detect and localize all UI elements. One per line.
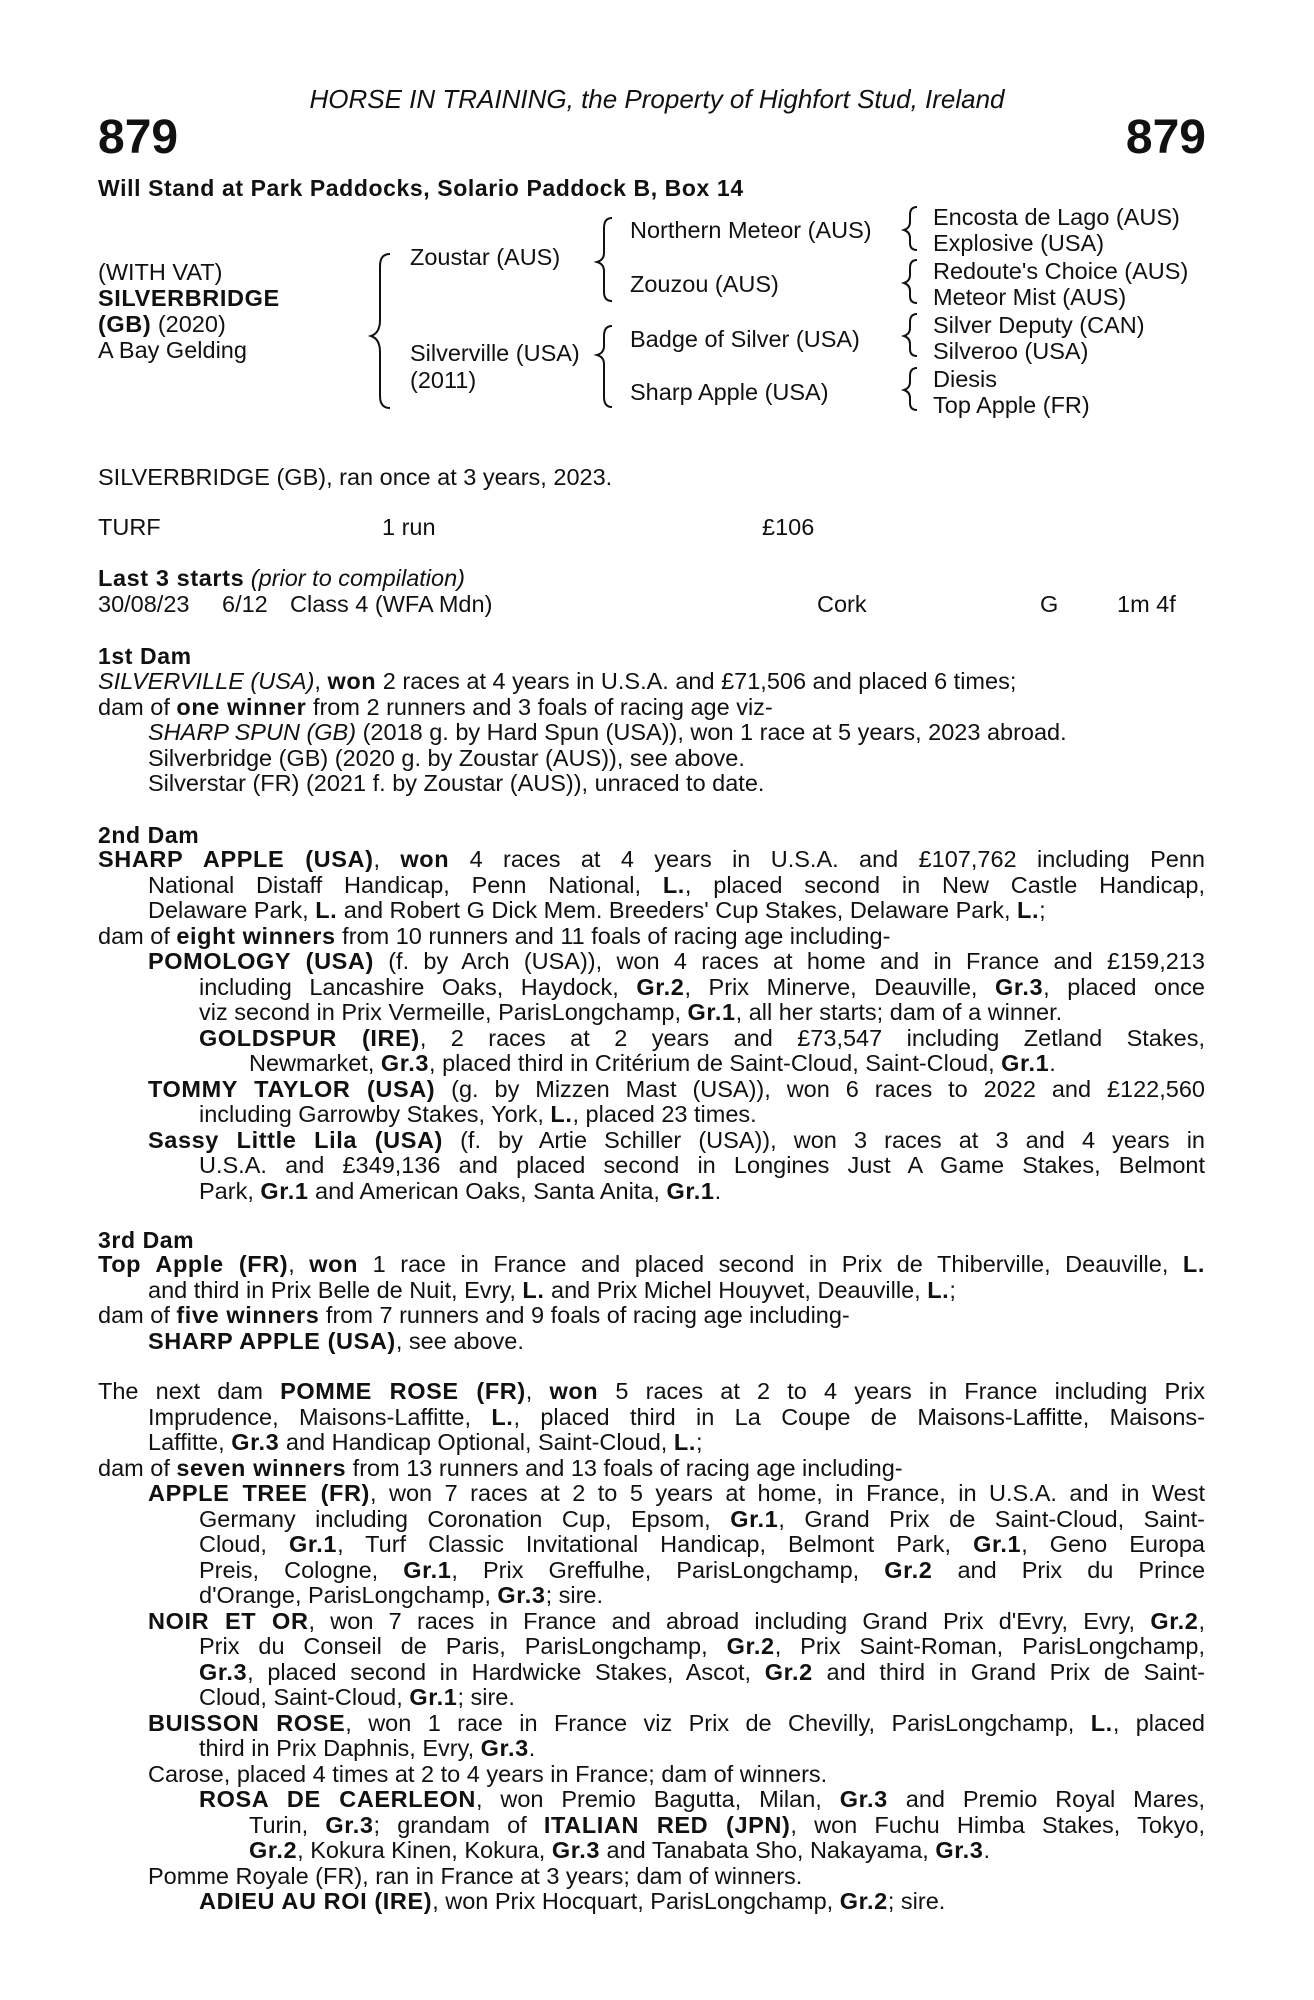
- text-line: [98, 1685, 1205, 1711]
- text-span: from 13 runners and 13 foals of racing age including-: [346, 1454, 903, 1481]
- text-span: ;: [695, 1429, 703, 1455]
- record-prize: £106: [762, 514, 815, 540]
- pedigree-g3-4: Meteor Mist (AUS): [933, 284, 1127, 310]
- text-span: Gr.1: [260, 1177, 309, 1204]
- text-span: Gr.1: [730, 1505, 779, 1532]
- lot-number-left: 879: [98, 111, 179, 164]
- text-span: L.: [662, 871, 685, 898]
- text-span: , won Prix Hocquart, ParisLongchamp,: [432, 1888, 840, 1914]
- text-span: Gr.1: [288, 1531, 338, 1557]
- text-span: and Tanabata Sho, Nakayama,: [600, 1837, 936, 1863]
- text-line: [98, 1456, 1205, 1482]
- text-line: [98, 1051, 1205, 1077]
- text-span: Gr.3: [839, 1786, 888, 1812]
- text-span: , won Premio Bagutta, Milan,: [475, 1786, 840, 1812]
- text-span: from 2 runners and 3 foals of racing age viz-: [306, 693, 773, 720]
- text-span: Silverbridge (GB) (2020 g. by Zoustar (AUS)), see above.: [148, 744, 745, 771]
- text-span: (f. by Artie Schiller (USA)), won 3 races at 3 and 4 years in: [442, 1126, 1205, 1153]
- start-distance: 1m 4f: [1117, 591, 1176, 617]
- text-span: Gr.3: [380, 1050, 430, 1076]
- pedigree-g3-1: Encosta de Lago (AUS): [933, 204, 1180, 230]
- text-span: , won 7 races in France and abroad including Grand Prix d'Evry, Evry,: [308, 1607, 1151, 1634]
- text-span: and American Oaks, Santa Anita,: [308, 1177, 667, 1204]
- fourth-dam-section: [98, 1379, 1205, 1915]
- text-span: Gr.1: [409, 1684, 458, 1710]
- text-span: GOLDSPUR (IRE): [199, 1024, 420, 1051]
- start-date: 30/08/23: [98, 591, 190, 617]
- text-span: , Prix Minerve, Deauville,: [684, 973, 995, 1000]
- text-line: [98, 1026, 1205, 1052]
- text-span: ; sire.: [887, 1888, 946, 1914]
- text-span: .: [983, 1837, 991, 1863]
- pedigree-dam-sire: Badge of Silver (USA): [630, 326, 860, 352]
- text-span: SHARP APPLE (USA): [148, 1327, 396, 1354]
- text-span: won: [400, 846, 450, 872]
- text-span: third in Prix Daphnis, Evry,: [199, 1735, 481, 1761]
- text-span: U.S.A. and £349,136 and placed second in Longines Just A Game Stakes, Belmont: [199, 1152, 1205, 1178]
- text-span: ; sire.: [457, 1684, 515, 1710]
- text-line: [98, 898, 1205, 924]
- text-line: [98, 1889, 1205, 1915]
- text-span: SHARP APPLE (USA): [98, 846, 374, 872]
- text-line: [98, 1252, 1205, 1278]
- text-span: 4 races at 4 years in U.S.A. and £107,762 including Penn: [449, 846, 1205, 872]
- text-span: Gr.2: [249, 1837, 298, 1863]
- text-span: five winners: [176, 1302, 320, 1328]
- text-span: won: [327, 668, 377, 694]
- text-span: SHARP SPUN (GB): [148, 719, 357, 745]
- text-span: Gr.3: [199, 1658, 248, 1685]
- text-span: and Robert G Dick Mem. Breeders' Cup Stakes, Delaware Park,: [337, 897, 1018, 923]
- text-line: [98, 1278, 1205, 1304]
- text-span: and third in Grand Prix de Saint-: [812, 1658, 1206, 1685]
- record-runs: 1 run: [382, 514, 436, 540]
- text-span: POMME ROSE (FR): [280, 1378, 526, 1404]
- text-span: APPLE TREE (FR): [148, 1480, 370, 1506]
- text-span: dam of: [98, 1302, 177, 1328]
- text-line: [98, 1838, 1205, 1864]
- text-span: L.: [927, 1276, 950, 1303]
- text-span: POMOLOGY (USA): [148, 948, 374, 974]
- text-span: Delaware Park,: [148, 897, 316, 923]
- text-span: , placed third in La Coupe de Maisons-Laffitte, Maisons-: [513, 1403, 1205, 1430]
- text-span: won: [549, 1378, 599, 1404]
- text-span: dam of: [98, 922, 177, 949]
- text-line: [98, 1405, 1205, 1431]
- text-span: , Geno Europa: [1021, 1531, 1206, 1557]
- start-course: Cork: [817, 591, 867, 617]
- text-span: ,: [373, 846, 401, 872]
- text-line: [98, 1329, 1205, 1355]
- text-span: National Distaff Handicap, Penn National,: [148, 871, 663, 898]
- pedigree-brace-dam: [597, 326, 612, 407]
- text-span: Cloud,: [199, 1531, 289, 1557]
- text-span: Gr.1: [1001, 1050, 1050, 1076]
- text-span: Carose, placed 4 times at 2 to 4 years in France; dam of winners.: [148, 1760, 828, 1787]
- text-span: Gr.3: [995, 973, 1044, 1000]
- last-starts-heading: [98, 566, 465, 592]
- start-race: Class 4 (WFA Mdn): [290, 591, 493, 617]
- text-span: , placed third in Critérium de Saint-Cloud, Saint-Cloud,: [429, 1050, 1002, 1076]
- text-span: Gr.3: [231, 1429, 280, 1455]
- text-line: [98, 1813, 1205, 1839]
- text-span: Prix du Conseil de Paris, ParisLongchamp,: [199, 1633, 727, 1659]
- text-span: 5 races at 2 to 4 years in France including Prix: [598, 1378, 1205, 1404]
- text-span: eight winners: [176, 922, 336, 949]
- text-line: [98, 720, 1198, 746]
- text-span: , won Fuchu Himba Stakes, Tokyo,: [790, 1811, 1205, 1838]
- text-span: and Prix Michel Houyvet, Deauville,: [544, 1276, 928, 1303]
- text-span: Gr.1: [666, 1177, 715, 1204]
- text-line: [98, 1507, 1205, 1533]
- text-span: , Prix Greffulhe, ParisLongchamp,: [451, 1556, 885, 1583]
- pedigree-g3-6: Silveroo (USA): [933, 338, 1089, 364]
- text-line: [98, 1558, 1205, 1584]
- start-position: 6/12: [222, 591, 268, 617]
- text-span: .: [1049, 1050, 1056, 1076]
- pedigree-sire-dam: Zouzou (AUS): [630, 271, 779, 297]
- text-span: , Prix Saint-Roman, ParisLongchamp,: [774, 1633, 1205, 1659]
- pedigree-brace-g3: [904, 314, 917, 356]
- text-span: Newmarket,: [249, 1050, 381, 1076]
- text-span: Park,: [199, 1177, 261, 1204]
- text-line: [98, 1430, 1205, 1456]
- text-span: Gr.2: [726, 1633, 775, 1659]
- text-span: TOMMY TAYLOR (USA): [148, 1075, 436, 1102]
- pedigree-brace-g1: [904, 207, 917, 250]
- text-span: L.: [1182, 1251, 1205, 1277]
- text-span: Gr.2: [884, 1556, 933, 1583]
- start-going: G: [1040, 591, 1059, 617]
- text-span: won: [309, 1251, 359, 1277]
- text-span: , Kokura Kinen, Kokura,: [297, 1837, 552, 1863]
- text-line: [98, 1532, 1205, 1558]
- text-span: from 10 runners and 11 foals of racing age including-: [335, 922, 891, 949]
- text-span: , won 7 races at 2 to 5 years at home, in France, in U.S.A. and in West: [369, 1480, 1205, 1506]
- text-span: viz second in Prix Vermeille, ParisLongchamp,: [199, 999, 688, 1025]
- text-span: Cloud, Saint-Cloud,: [199, 1684, 410, 1710]
- text-span: ADIEU AU ROI (IRE): [199, 1888, 433, 1914]
- text-line: [98, 695, 1198, 721]
- last-starts-note: (prior to compilation): [250, 565, 465, 591]
- text-span: from 7 runners and 9 foals of racing age including-: [319, 1302, 850, 1328]
- text-line: [98, 873, 1205, 899]
- text-span: Gr.3: [325, 1811, 374, 1838]
- text-line: [98, 669, 1198, 695]
- text-span: including Garrowby Stakes, York,: [199, 1101, 551, 1127]
- text-span: (2018 g. by Hard Spun (USA)), won 1 race at 5 years, 2023 abroad.: [356, 719, 1067, 745]
- text-line: [98, 1102, 1205, 1128]
- text-span: Top Apple (FR): [98, 1251, 289, 1277]
- text-line: [98, 1711, 1205, 1737]
- text-span: , 2 races at 2 years and £73,547 including Zetland Stakes,: [419, 1024, 1205, 1051]
- text-span: L.: [315, 897, 338, 923]
- pedigree-dam-year: (2011): [410, 367, 477, 393]
- text-line: [98, 1379, 1205, 1405]
- text-span: one winner: [176, 693, 307, 720]
- text-span: , placed second in New Castle Handicap,: [684, 871, 1205, 898]
- text-span: Preis, Cologne,: [199, 1556, 404, 1583]
- text-line: [98, 1736, 1205, 1762]
- text-span: Turin,: [249, 1811, 326, 1838]
- pedigree-g3-5: Silver Deputy (CAN): [933, 312, 1145, 338]
- text-span: L.: [673, 1429, 696, 1455]
- text-span: BUISSON ROSE: [148, 1709, 346, 1736]
- text-line: [98, 924, 1205, 950]
- pedigree-g3-8: Top Apple (FR): [933, 392, 1090, 418]
- text-span: L.: [522, 1276, 545, 1303]
- horse-description: A Bay Gelding: [98, 337, 247, 363]
- text-line: [98, 1634, 1205, 1660]
- text-span: ROSA DE CAERLEON: [199, 1786, 476, 1812]
- text-span: and Premio Royal Mares,: [887, 1786, 1205, 1812]
- text-span: L.: [1090, 1709, 1113, 1736]
- pedigree-brace-g2: [904, 260, 917, 303]
- text-span: Gr.2: [1150, 1607, 1199, 1634]
- text-span: Gr.1: [403, 1556, 452, 1583]
- pedigree-g3-3: Redoute's Choice (AUS): [933, 258, 1189, 284]
- sale-title: HORSE IN TRAINING, the Property of Highfort Stud, Ireland: [309, 84, 1005, 114]
- record-surface: TURF: [98, 514, 161, 540]
- text-line: [98, 975, 1205, 1001]
- text-line: [98, 1583, 1205, 1609]
- text-span: Gr.1: [687, 999, 736, 1025]
- text-line: [98, 1481, 1205, 1507]
- first-dam-heading: 1st Dam: [98, 643, 192, 669]
- text-span: seven winners: [176, 1454, 347, 1481]
- text-span: ;: [949, 1276, 956, 1303]
- text-span: NOIR ET OR: [148, 1607, 309, 1634]
- text-span: ; sire.: [545, 1582, 604, 1608]
- text-span: Gr.2: [636, 973, 685, 1000]
- text-span: d'Orange, ParisLongchamp,: [199, 1582, 498, 1608]
- third-dam-section: [98, 1252, 1205, 1354]
- pedigree-g3-2: Explosive (USA): [933, 230, 1105, 256]
- text-line: [98, 1787, 1205, 1813]
- text-span: ITALIAN RED (JPN): [543, 1811, 791, 1838]
- text-span: , placed 23 times.: [572, 1101, 757, 1127]
- first-dam-section: [98, 669, 1198, 797]
- pedigree-dam-dam: Sharp Apple (USA): [630, 379, 829, 405]
- pedigree-sire-sire: Northern Meteor (AUS): [630, 217, 872, 243]
- text-line: [98, 1077, 1205, 1103]
- race-summary: SILVERBRIDGE (GB), ran once at 3 years, 2023.: [98, 464, 613, 490]
- text-span: dam of: [98, 1454, 177, 1481]
- text-span: , won 1 race in France viz Prix de Chevilly, ParisLongchamp,: [345, 1709, 1091, 1736]
- text-span: L.: [550, 1101, 573, 1127]
- text-span: Gr.1: [973, 1531, 1022, 1557]
- text-line: [98, 847, 1205, 873]
- vat-note: (WITH VAT): [98, 259, 223, 285]
- text-line: [98, 1660, 1205, 1686]
- pedigree-dam: Silverville (USA): [410, 340, 580, 366]
- text-span: (g. by Mizzen Mast (USA)), won 6 races to 2022 and £122,560: [435, 1075, 1205, 1102]
- horse-name: SILVERBRIDGE: [98, 285, 280, 311]
- text-span: ,: [314, 668, 328, 694]
- text-span: Gr.3: [935, 1837, 984, 1863]
- pedigree-g3-7: Diesis: [933, 366, 997, 392]
- text-span: ,: [1198, 1607, 1205, 1634]
- second-dam-heading: 2nd Dam: [98, 822, 200, 848]
- second-dam-section: [98, 847, 1205, 1204]
- text-span: ; grandam of: [373, 1811, 544, 1838]
- text-line: [98, 1609, 1205, 1635]
- text-span: , Grand Prix de Saint-Cloud, Saint-: [778, 1505, 1205, 1532]
- lot-number-right: 879: [1125, 111, 1206, 164]
- text-span: .: [528, 1735, 536, 1761]
- dam-name: SILVERVILLE (USA): [98, 668, 315, 694]
- text-span: L.: [491, 1403, 514, 1430]
- text-span: (f. by Arch (USA)), won 4 races at home and in France and £159,213: [373, 948, 1205, 974]
- text-span: Silverstar (FR) (2021 f. by Zoustar (AUS)), unraced to date.: [148, 770, 765, 796]
- text-span: and Prix du Prince: [932, 1556, 1206, 1583]
- text-span: Laffitte,: [148, 1429, 232, 1455]
- text-span: including Lancashire Oaks, Haydock,: [199, 973, 637, 1000]
- text-line: [98, 949, 1205, 975]
- text-span: 2 races at 4 years in U.S.A. and £71,506 and placed 6 times;: [376, 668, 1017, 694]
- text-span: dam of: [98, 693, 177, 720]
- text-span: , placed second in Hardwicke Stakes, Ascot,: [247, 1658, 765, 1685]
- text-span: ,: [288, 1251, 310, 1277]
- text-span: Sassy Little Lila (USA): [148, 1126, 443, 1153]
- pedigree-brace-gen1: [371, 254, 390, 408]
- text-span: and third in Prix Belle de Nuit, Evry,: [148, 1276, 523, 1303]
- text-span: , placed: [1112, 1709, 1205, 1736]
- text-span: Gr.2: [839, 1888, 888, 1914]
- text-line: [98, 1000, 1205, 1026]
- third-dam-heading: 3rd Dam: [98, 1227, 195, 1253]
- horse-year: (2020): [151, 311, 226, 337]
- text-span: Gr.3: [497, 1582, 546, 1608]
- text-span: , Turf Classic Invitational Handicap, Belmont Park,: [337, 1531, 974, 1557]
- text-span: The next dam: [98, 1378, 281, 1404]
- text-span: , all her starts; dam of a winner.: [735, 999, 1063, 1025]
- text-span: Gr.3: [551, 1837, 601, 1863]
- text-span: Gr.3: [480, 1735, 529, 1761]
- text-span: L.: [1017, 897, 1040, 923]
- pedigree-brace-sire: [597, 218, 612, 301]
- text-span: Gr.2: [764, 1658, 813, 1685]
- text-span: Pomme Royale (FR), ran in France at 3 years; dam of winners.: [148, 1862, 803, 1889]
- last-starts-title: Last 3 starts: [98, 565, 245, 591]
- pedigree-sire: Zoustar (AUS): [410, 244, 561, 270]
- text-span: Germany including Coronation Cup, Epsom,: [199, 1505, 731, 1532]
- text-span: and Handicap Optional, Saint-Cloud,: [279, 1429, 674, 1455]
- text-line: [98, 1303, 1205, 1329]
- stabling-location: Will Stand at Park Paddocks, Solario Paddock B, Box 14: [98, 175, 744, 201]
- text-line: [98, 1179, 1205, 1205]
- horse-origin: (GB): [98, 311, 152, 337]
- text-span: .: [714, 1177, 722, 1204]
- text-span: ;: [1039, 897, 1046, 923]
- text-line: [98, 1128, 1205, 1154]
- text-span: Imprudence, Maisons-Laffitte,: [148, 1403, 492, 1430]
- text-span: 1 race in France and placed second in Prix de Thiberville, Deauville,: [358, 1251, 1183, 1277]
- pedigree-brace-g4: [904, 368, 917, 410]
- text-span: , see above.: [395, 1327, 524, 1354]
- text-span: ,: [525, 1378, 550, 1404]
- text-span: , placed once: [1043, 973, 1205, 1000]
